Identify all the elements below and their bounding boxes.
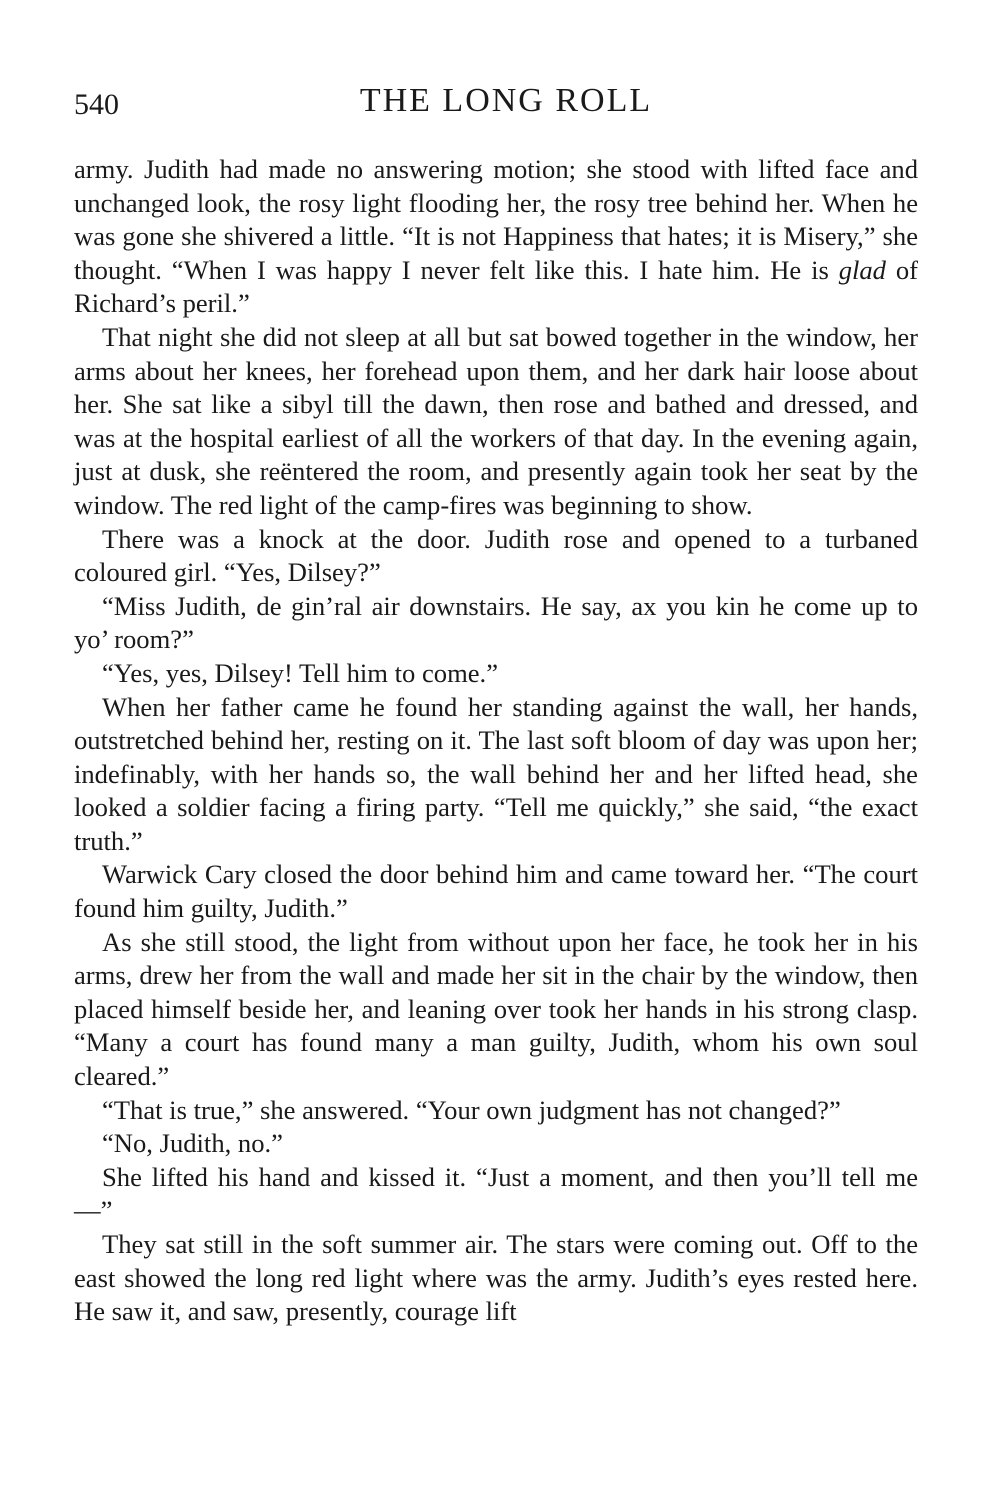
paragraph: “Yes, yes, Dilsey! Tell him to come.” <box>102 657 499 688</box>
paragraph: She lifted his hand and kissed it. “Just a moment, and then you’ll tell me —” <box>74 1161 918 1226</box>
paragraph: When her father came he found her standing against the wall, her hands, outstretched behind her, resting on it. The last soft bloom of day was upon her; indefinably, with her hands so, the wall behind her and her lifted head, she looked a soldier facing a firing party. “Tell me quickly,” she said, “the exact truth.” <box>74 691 918 856</box>
page-number: 540 <box>74 88 119 121</box>
paragraph <box>74 153 918 321</box>
paragraph: Warwick Cary closed the door behind him and came toward her. “The court found him guilty, Judith.” <box>74 859 918 924</box>
paragraph: There was a knock at the door. Judith rose and opened to a turbaned coloured girl. “Yes, Dilsey?” <box>74 523 918 588</box>
emphasized-word: glad <box>838 254 886 285</box>
running-title: THE LONG ROLL <box>359 82 653 119</box>
paragraph-text: army. Judith had made no answering motion; she stood with lifted face and unchanged look, the rosy light flooding her, the rosy tree behind her. When he was gone she shivered a little. “It is not Happiness that hates; it is Misery,” she thought. “When I was happy I never felt like this. I hate him. He is <box>74 154 918 285</box>
body-text <box>74 153 918 1329</box>
paragraph: They sat still in the soft summer air. The stars were coming out. Off to the east showed the long red light where was the army. Judith’s eyes rested here. He saw it, and saw, presently, courage lift <box>74 1229 918 1327</box>
paragraph: As she still stood, the light from without upon her face, he took her in his arms, drew her from the wall and made her sit in the chair by the window, then placed himself beside her, and leaning over took her hands in his strong clasp. “Many a court has found many a man guilty, Judith, whom his own soul cleared.” <box>74 926 918 1092</box>
paragraph: That night she did not sleep at all but sat bowed together in the window, her arms about her knees, her forehead upon them, and her dark hair loose about her. She sat like a sibyl till the dawn, then rose and bathed and dressed, and was at the hospital earliest of all the workers of that day. In the evening again, just at dusk, she reëntered the room, and presently again took her seat by the window. The red light of the camp-fires was beginning to show. <box>74 321 918 520</box>
page-header <box>74 82 918 132</box>
paragraph-text: of Richard’s peril.” <box>74 254 918 319</box>
paragraph: “That is true,” she answered. “Your own judgment has not changed?” <box>102 1094 841 1125</box>
paragraph: “No, Judith, no.” <box>102 1128 283 1159</box>
paragraph: “Miss Judith, de gin’ral air downstairs. He say, ax you kin he come up to yo’ room?” <box>74 590 918 655</box>
